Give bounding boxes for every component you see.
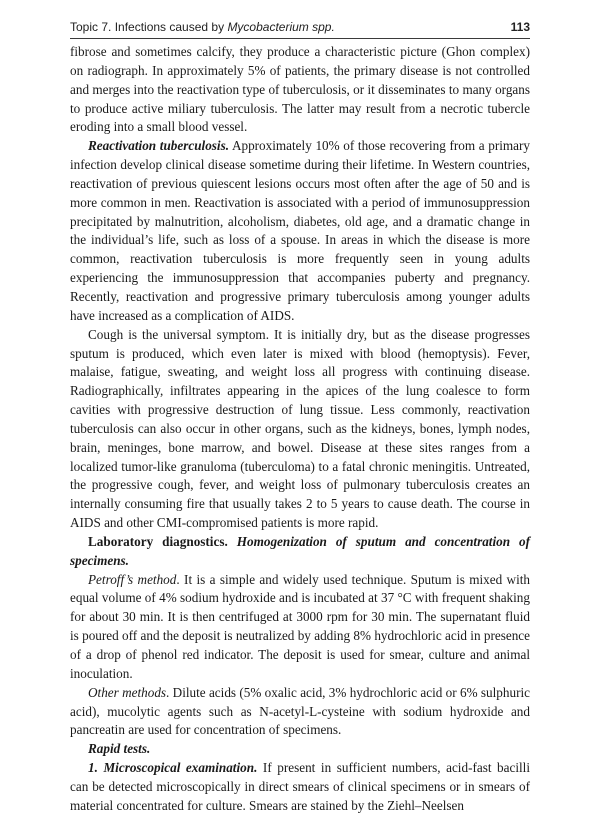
topic-prefix: Topic 7. Infections caused by (70, 20, 228, 34)
paragraph-other-methods (70, 684, 530, 741)
topic-title (70, 20, 335, 34)
paragraph-primary-continued: fibrose and sometimes calcify, they produce a characteristic picture (Ghon complex) on radiograph. In approximately 5% of patients, the primary disease is not controlled and merges into the reactivation type of tuberculosis, or it disseminates to many organs to produce active miliary tuberculosis. The latter may result from a necrotic tubercle eroding into a small blood vessel. (70, 44, 530, 135)
lab-diagnostics-heading: Laboratory diagnostics. (88, 533, 228, 549)
petroff-heading: Petroff’s method (88, 571, 177, 587)
paragraph-petroff (70, 571, 530, 684)
rapid-tests-heading: Rapid tests. (88, 741, 151, 757)
petroff-text: . It is a simple and widely used technique. Sputum is mixed with equal volume of 4% sodium hydroxide and is incubated at 37 °C with frequent shaking for about 30 min. It is then centrifuged at 3000 rpm for 30 min. The supernatant fluid is poured off and the deposit is neutralized by adding 8% hydrochloric acid in presence of a drop of phenol red indicator. The deposit is used for smear, culture and animal inoculation. (70, 571, 530, 681)
running-head (70, 20, 530, 39)
paragraph-microscopy (70, 759, 530, 816)
microscopy-text: If present in sufficient numbers, acid-fast bacilli can be detected microscopically in direct smears of clinical specimens or in smears of material concentrated for culture. Smears are stained by the Ziehl–Neelsen (70, 760, 531, 813)
paragraph-reactivation (70, 137, 530, 325)
other-methods-heading: Other methods (88, 684, 167, 700)
page-number: 113 (510, 20, 530, 34)
reactivation-text: Approximately 10% of those recovering from a primary infection develop clinical disease sometime during their lifetime. In Western countries, reactivation of previous quiescent lesions occurs most often after the age of 50 and is more common in men. Reactivation is associated with a period of immunosuppression precipitated by malnutrition, alcoholism, diabetes, old age, and a dramatic change in the individual’s life, such as loss of a spouse. In areas in which the disease is more common, reactivation tuberculosis is more frequently seen in young adults experiencing the immunosuppression that accompanies puberty and pregnancy. Recently, reactivation and progressive primary tuberculosis among younger adults have increased as a complication of AIDS. (70, 138, 530, 323)
body-text (70, 43, 530, 816)
reactivation-heading: Reactivation tuberculosis. (88, 138, 230, 154)
topic-organism: Mycobacterium spp. (227, 20, 335, 34)
paragraph-lab-diagnostics (70, 533, 530, 571)
other-methods-text: . Dilute acids (5% oxalic acid, 3% hydrochloric acid or 6% sulphuric acid), mucolytic agents such as N-acetyl-L-cysteine with sodium hydroxide and pancreatin are used for concentration of specimens. (70, 684, 530, 738)
microscopy-heading: 1. Microscopical examination. (88, 760, 258, 776)
homogenization-heading: Homogenization of sputum and concentration of specimens. (70, 533, 531, 568)
paragraph-symptoms: Cough is the universal symptom. It is initially dry, but as the disease progresses sputum is produced, which even later is mixed with blood (hemoptysis). Fever, malaise, fatigue, sweating, and weight loss all progress with continuing disease. Radiographically, infiltrates appearing in the apices of the lung coalesce to form cavities with progressive destruction of lung tissue. Less commonly, reactivation tuberculosis can also occur in other organs, such as the kidneys, bones, lymph nodes, brain, meninges, bone marrow, and bowel. Disease at these sites ranges from a localized tumor-like granuloma (tuberculoma) to a fatal chronic meningitis. Untreated, the progressive cough, fever, and weight loss of pulmonary tuberculosis creates an internally consuming fire that usually takes 2 to 5 years to cause death. The course in AIDS and other CMI-compromised patients is more rapid. (70, 326, 530, 531)
